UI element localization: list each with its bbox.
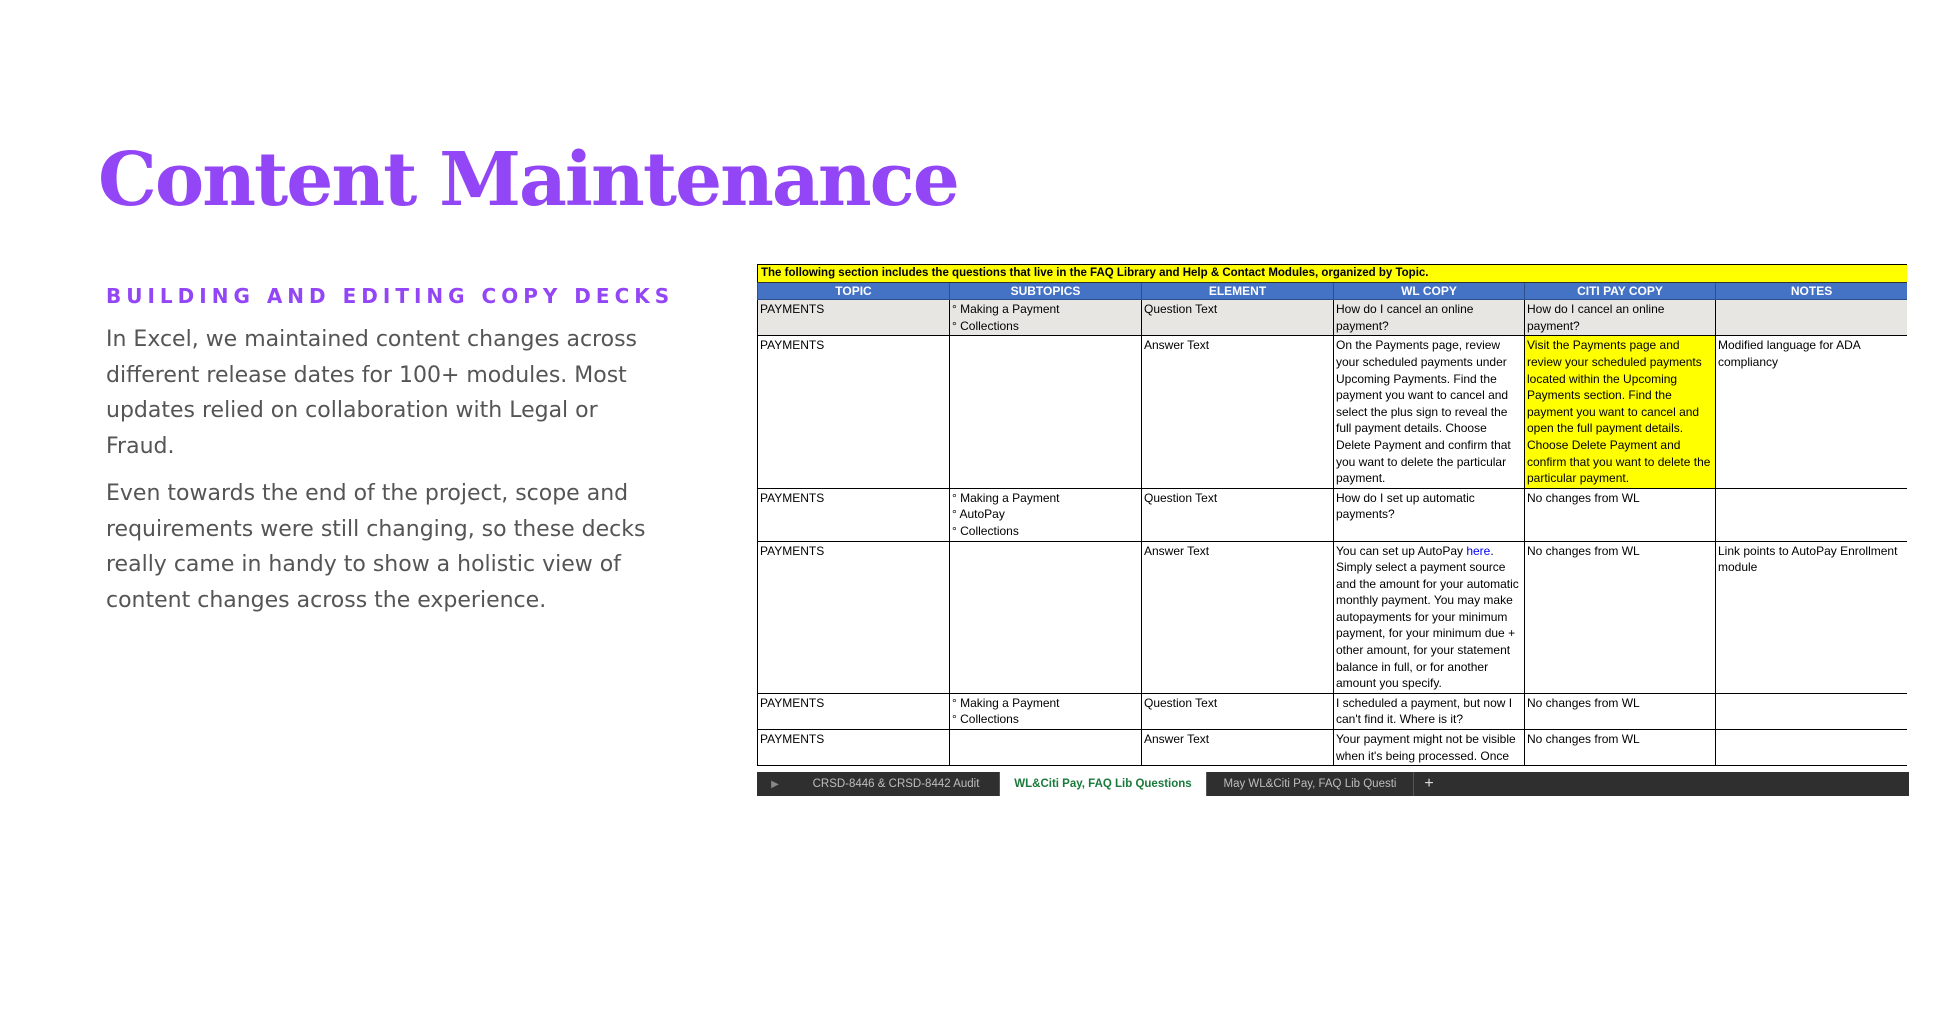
wl-copy-cell[interactable]: Your payment might not be visible when it's being processed. Once — [1334, 730, 1525, 766]
table-row — [758, 693, 1908, 729]
add-sheet-icon[interactable]: + — [1424, 775, 1434, 792]
wl-copy-cell[interactable]: On the Payments page, review your scheduled payments under Upcoming Payments. Find the payment you want to cancel and select the plus sign to reveal the full payment details. Choose Delete Payment and confirm that you want to delete the particular payment. — [1334, 336, 1525, 488]
banner-row — [758, 265, 1908, 283]
element-cell[interactable]: Question Text — [1142, 300, 1334, 336]
sheet-tab-may-faq-lib[interactable]: May WL&Citi Pay, FAQ Lib Questi — [1207, 772, 1414, 796]
subtopics-cell[interactable] — [950, 693, 1142, 729]
citi-pay-copy-cell[interactable]: How do I cancel an online payment? — [1525, 300, 1716, 336]
wl-copy-text: You can set up AutoPay — [1336, 543, 1467, 558]
citi-pay-copy-cell-highlighted[interactable]: Visit the Payments page and review your scheduled payments located within the Upcoming Payments section. Find the payment you want to cancel and open the full payment details. Choose Delete Payment and confirm that you want to delete the particular payment. — [1525, 336, 1716, 488]
citi-pay-copy-cell[interactable]: No changes from WL — [1525, 693, 1716, 729]
subtopics-cell[interactable] — [950, 336, 1142, 488]
wl-copy-cell[interactable]: How do I cancel an online payment? — [1334, 300, 1525, 336]
subtopics-cell[interactable] — [950, 541, 1142, 693]
subtopic-item: ° AutoPay — [952, 507, 1005, 522]
element-cell[interactable]: Question Text — [1142, 488, 1334, 541]
subtopics-cell[interactable] — [950, 300, 1142, 336]
header-subtopics[interactable]: SUBTOPICS — [950, 282, 1142, 300]
subtopic-item: ° Collections — [952, 523, 1019, 538]
header-element[interactable]: ELEMENT — [1142, 282, 1334, 300]
scroll-tabs-arrow-icon[interactable]: ▶ — [771, 778, 779, 790]
table-row — [758, 300, 1908, 336]
body-paragraph-1: In Excel, we maintained content changes across different release dates for 100+ modules. Most updates relied on collaboration with Legal or Fraud. — [106, 327, 637, 459]
copy-deck-table[interactable] — [757, 264, 1907, 766]
table-row — [758, 541, 1908, 693]
sheet-tab-faq-lib-questions[interactable]: WL&Citi Pay, FAQ Lib Questions — [1000, 772, 1207, 796]
table-row — [758, 730, 1908, 766]
wl-copy-cell[interactable]: How do I set up automatic payments? — [1334, 488, 1525, 541]
element-cell[interactable]: Question Text — [1142, 693, 1334, 729]
section-subhead: BUILDING AND EDITING COPY DECKS — [106, 284, 675, 308]
table-row — [758, 488, 1908, 541]
topic-cell[interactable]: PAYMENTS — [758, 693, 950, 729]
sheet-tab-bar — [757, 772, 1909, 796]
banner-cell[interactable]: The following section includes the questions that live in the FAQ Library and Help & Contact Modules, organized by Topic. — [758, 265, 1908, 283]
element-cell[interactable]: Answer Text — [1142, 541, 1334, 693]
element-cell[interactable]: Answer Text — [1142, 730, 1334, 766]
spreadsheet-view[interactable] — [757, 264, 1907, 796]
citi-pay-copy-cell[interactable]: No changes from WL — [1525, 730, 1716, 766]
wl-copy-text-cont: . Simply select a payment source and the amount for your automatic monthly payment. You may make autopayments for your minimum payment, for your minimum due + other amount, for your statement balance in full, or for another amount you specify. — [1336, 543, 1519, 691]
notes-cell[interactable]: Link points to AutoPay Enrollment module — [1716, 541, 1908, 693]
notes-cell[interactable]: Modified language for ADA compliancy — [1716, 336, 1908, 488]
subtopic-item: ° Making a Payment — [952, 490, 1060, 505]
citi-pay-copy-cell[interactable]: No changes from WL — [1525, 541, 1716, 693]
body-paragraph-2: Even towards the end of the project, scope and requirements were still changing, so these decks really came in handy to show a holistic view of content changes across the experience. — [106, 481, 646, 613]
topic-cell[interactable]: PAYMENTS — [758, 488, 950, 541]
autopay-link[interactable]: here — [1466, 543, 1491, 558]
notes-cell[interactable] — [1716, 693, 1908, 729]
element-cell[interactable]: Answer Text — [1142, 336, 1334, 488]
subtopics-cell[interactable] — [950, 730, 1142, 766]
header-row — [758, 282, 1908, 300]
sheet-tab-audit[interactable]: CRSD-8446 & CRSD-8442 Audit — [793, 772, 1000, 796]
subtopic-item: ° Collections — [952, 318, 1019, 333]
header-wl-copy[interactable]: WL COPY — [1334, 282, 1525, 300]
header-citi-pay-copy[interactable]: CITI PAY COPY — [1525, 282, 1716, 300]
wl-copy-cell[interactable] — [1334, 541, 1525, 693]
subtopics-cell[interactable] — [950, 488, 1142, 541]
wl-copy-cell[interactable]: I scheduled a payment, but now I can't find it. Where is it? — [1334, 693, 1525, 729]
subtopic-item: ° Making a Payment — [952, 695, 1060, 710]
subtopic-item: ° Making a Payment — [952, 302, 1060, 317]
table-row — [758, 336, 1908, 488]
subtopic-item: ° Collections — [952, 712, 1019, 727]
topic-cell[interactable]: PAYMENTS — [758, 300, 950, 336]
citi-pay-copy-cell[interactable]: No changes from WL — [1525, 488, 1716, 541]
notes-cell[interactable] — [1716, 300, 1908, 336]
header-topic[interactable]: TOPIC — [758, 282, 950, 300]
header-notes[interactable]: NOTES — [1716, 282, 1908, 300]
notes-cell[interactable] — [1716, 488, 1908, 541]
topic-cell[interactable]: PAYMENTS — [758, 336, 950, 488]
topic-cell[interactable]: PAYMENTS — [758, 541, 950, 693]
page-title: Content Maintenance — [98, 137, 958, 223]
notes-cell[interactable] — [1716, 730, 1908, 766]
topic-cell[interactable]: PAYMENTS — [758, 730, 950, 766]
